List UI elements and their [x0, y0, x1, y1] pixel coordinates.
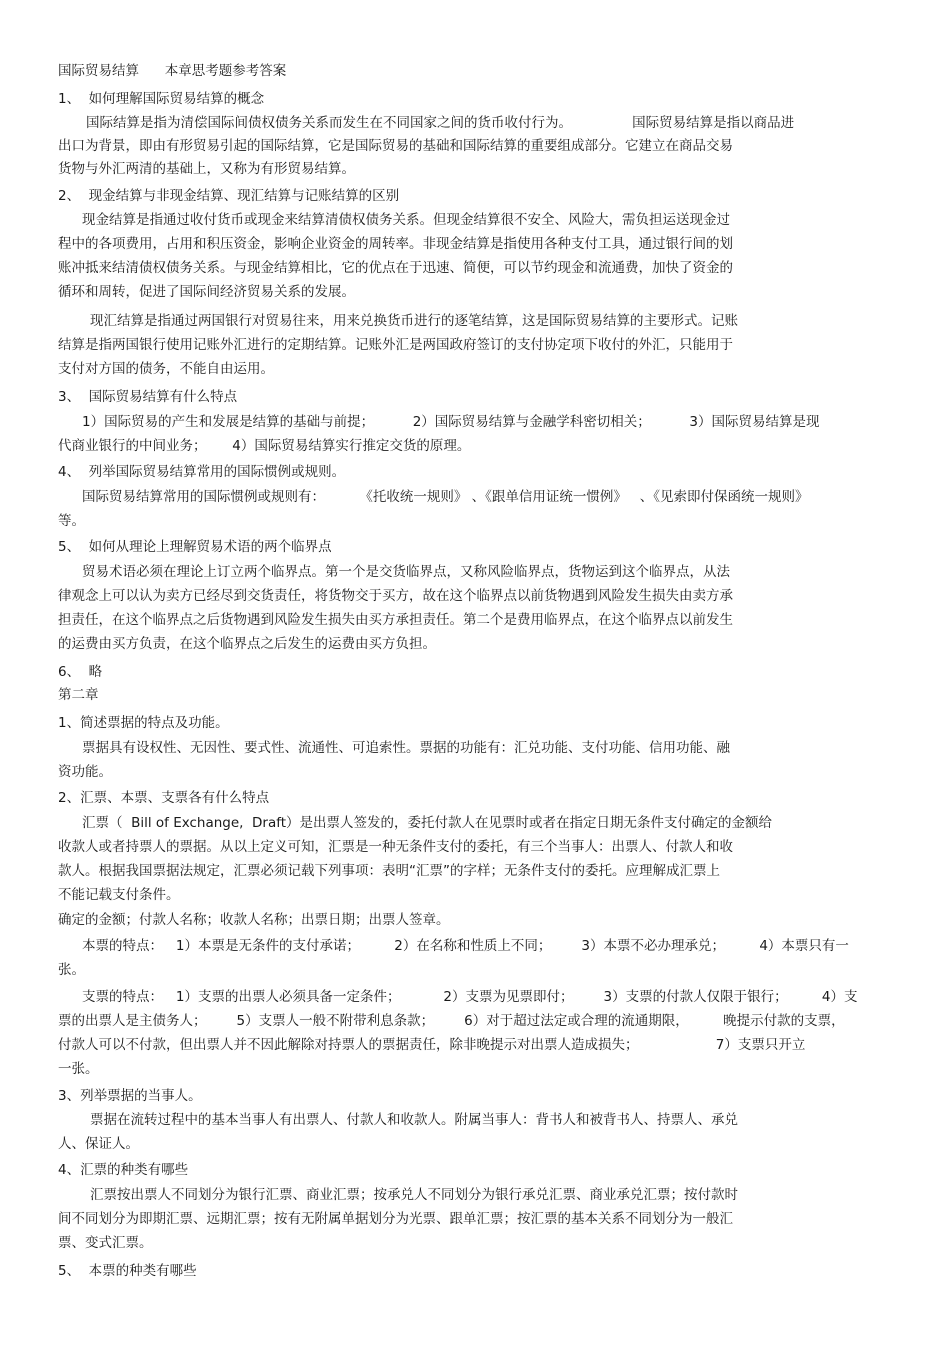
paragraph-line: 循环和周转，促进了国际间经济贸易关系的发展。 [58, 284, 355, 300]
paragraph-line: 汇票（ Bill of Exchange, Draft）是出票人签发的，委托付款人在见票时或者在指定日期无条件支付确定的金额给 [82, 815, 773, 831]
paragraph-line: 的运费由买方负责，在这个临界点之后发生的运费由买方负担。 [58, 636, 436, 652]
paragraph-line: 国际结算是指为清偿国际间债权债务关系而发生在不同国家之间的货币收付行为。 国际贸易结算是指以商品进 [86, 115, 795, 131]
question-heading: 1、简述票据的特点及功能。 [58, 715, 229, 731]
question-heading: 5、 本票的种类有哪些 [58, 1263, 197, 1279]
document-title: 国际贸易结算 本章思考题参考答案 [58, 63, 287, 79]
paragraph-line: 等。 [58, 513, 85, 529]
paragraph-line: 人、保证人。 [58, 1136, 139, 1152]
paragraph-line: 国际贸易结算常用的国际惯例或规则有： 《托收统一规则》 、《跟单信用证统一惯例》 、《见索即付保函统一规则》 [82, 489, 809, 505]
paragraph-line: 票的出票人是主债务人； 5）支票人一般不附带利息条款； 6）对于超过法定或合理的流通期限， 晚提示付款的支票， [58, 1013, 845, 1029]
question-heading: 4、 列举国际贸易结算常用的国际惯例或规则。 [58, 464, 346, 480]
paragraph-line: 一张。 [58, 1061, 99, 1077]
question-heading: 5、 如何从理论上理解贸易术语的两个临界点 [58, 539, 332, 555]
chapter-heading: 第二章 [58, 687, 99, 703]
paragraph-line: 1）国际贸易的产生和发展是结算的基础与前提； 2）国际贸易结算与金融学科密切相关； 3）国际贸易结算是现 [82, 414, 820, 430]
paragraph-line: 账冲抵来结清债权债务关系。与现金结算相比，它的优点在于迅速、简便，可以节约现金和流通费，加快了资金的 [58, 260, 733, 276]
paragraph-line: 票、变式汇票。 [58, 1235, 153, 1251]
paragraph-line: 担责任，在这个临界点之后货物遇到风险发生损失由买方承担责任。第二个是费用临界点，在这个临界点以前发生 [58, 612, 733, 628]
question-heading: 6、 略 [58, 664, 103, 680]
paragraph-line: 票据在流转过程中的基本当事人有出票人、付款人和收款人。附属当事人：背书人和被背书人、持票人、承兑 [90, 1112, 738, 1128]
paragraph-line: 支票的特点： 1）支票的出票人必须具备一定条件； 2）支票为见票即付； 3）支票的付款人仅限于银行； 4）支 [82, 989, 858, 1005]
paragraph-line: 现汇结算是指通过两国银行对贸易往来，用来兑换货币进行的逐笔结算，这是国际贸易结算的主要形式。记账 [90, 313, 738, 329]
question-heading: 2、 现金结算与非现金结算、现汇结算与记账结算的区别 [58, 188, 400, 204]
paragraph-line: 确定的金额；付款人名称；收款人名称；出票日期；出票人签章。 [58, 912, 450, 928]
paragraph-line: 支付对方国的债务，不能自由运用。 [58, 361, 274, 377]
question-heading: 3、列举票据的当事人。 [58, 1088, 202, 1104]
paragraph-line: 不能记载支付条件。 [58, 887, 180, 903]
paragraph-line: 资功能。 [58, 764, 112, 780]
question-heading: 1、 如何理解国际贸易结算的概念 [58, 91, 265, 107]
paragraph-line: 结算是指两国银行使用记账外汇进行的定期结算。记账外汇是两国政府签订的支付协定项下收付的外汇，只能用于 [58, 337, 733, 353]
paragraph-line: 代商业银行的中间业务； 4）国际贸易结算实行推定交货的原理。 [58, 438, 471, 454]
paragraph-line: 贸易术语必须在理论上订立两个临界点。第一个是交货临界点，又称风险临界点，货物运到这个临界点，从法 [82, 564, 730, 580]
question-heading: 2、汇票、本票、支票各有什么特点 [58, 790, 270, 806]
paragraph-line: 间不同划分为即期汇票、远期汇票；按有无附属单据划分为光票、跟单汇票；按汇票的基本关系不同划分为一般汇 [58, 1211, 733, 1227]
question-heading: 3、 国际贸易结算有什么特点 [58, 389, 238, 405]
paragraph-line: 本票的特点： 1）本票是无条件的支付承诺； 2）在名称和性质上不同； 3）本票不必办理承兑； 4）本票只有一 [82, 938, 849, 954]
paragraph-line: 出口为背景，即由有形贸易引起的国际结算，它是国际贸易的基础和国际结算的重要组成部分。它建立在商品交易 [58, 138, 733, 154]
paragraph-line: 收款人或者持票人的票据。从以上定义可知，汇票是一种无条件支付的委托，有三个当事人：出票人、付款人和收 [58, 839, 733, 855]
paragraph-line: 汇票按出票人不同划分为银行汇票、商业汇票；按承兑人不同划分为银行承兑汇票、商业承兑汇票；按付款时 [90, 1187, 738, 1203]
paragraph-line: 现金结算是指通过收付货币或现金来结算清债权债务关系。但现金结算很不安全、风险大，需负担运送现金过 [82, 212, 730, 228]
question-heading: 4、汇票的种类有哪些 [58, 1162, 189, 1178]
paragraph-line: 票据具有设权性、无因性、要式性、流通性、可追索性。票据的功能有：汇兑功能、支付功能、信用功能、融 [82, 740, 730, 756]
paragraph-line: 款人。根据我国票据法规定，汇票必须记载下列事项：表明“汇票”的字样；无条件支付的委托。应理解成汇票上 [58, 863, 720, 879]
paragraph-line: 张。 [58, 962, 85, 978]
paragraph-line: 货物与外汇两清的基础上，又称为有形贸易结算。 [58, 161, 355, 177]
paragraph-line: 付款人可以不付款，但出票人并不因此解除对持票人的票据责任，除非晚提示对出票人造成损失； 7）支票只开立 [58, 1037, 806, 1053]
paragraph-line: 律观念上可以认为卖方已经尽到交货责任，将货物交于买方，故在这个临界点以前货物遇到风险发生损失由卖方承 [58, 588, 733, 604]
paragraph-line: 程中的各项费用，占用和积压资金，影响企业资金的周转率。非现金结算是指使用各种支付工具，通过银行间的划 [58, 236, 733, 252]
